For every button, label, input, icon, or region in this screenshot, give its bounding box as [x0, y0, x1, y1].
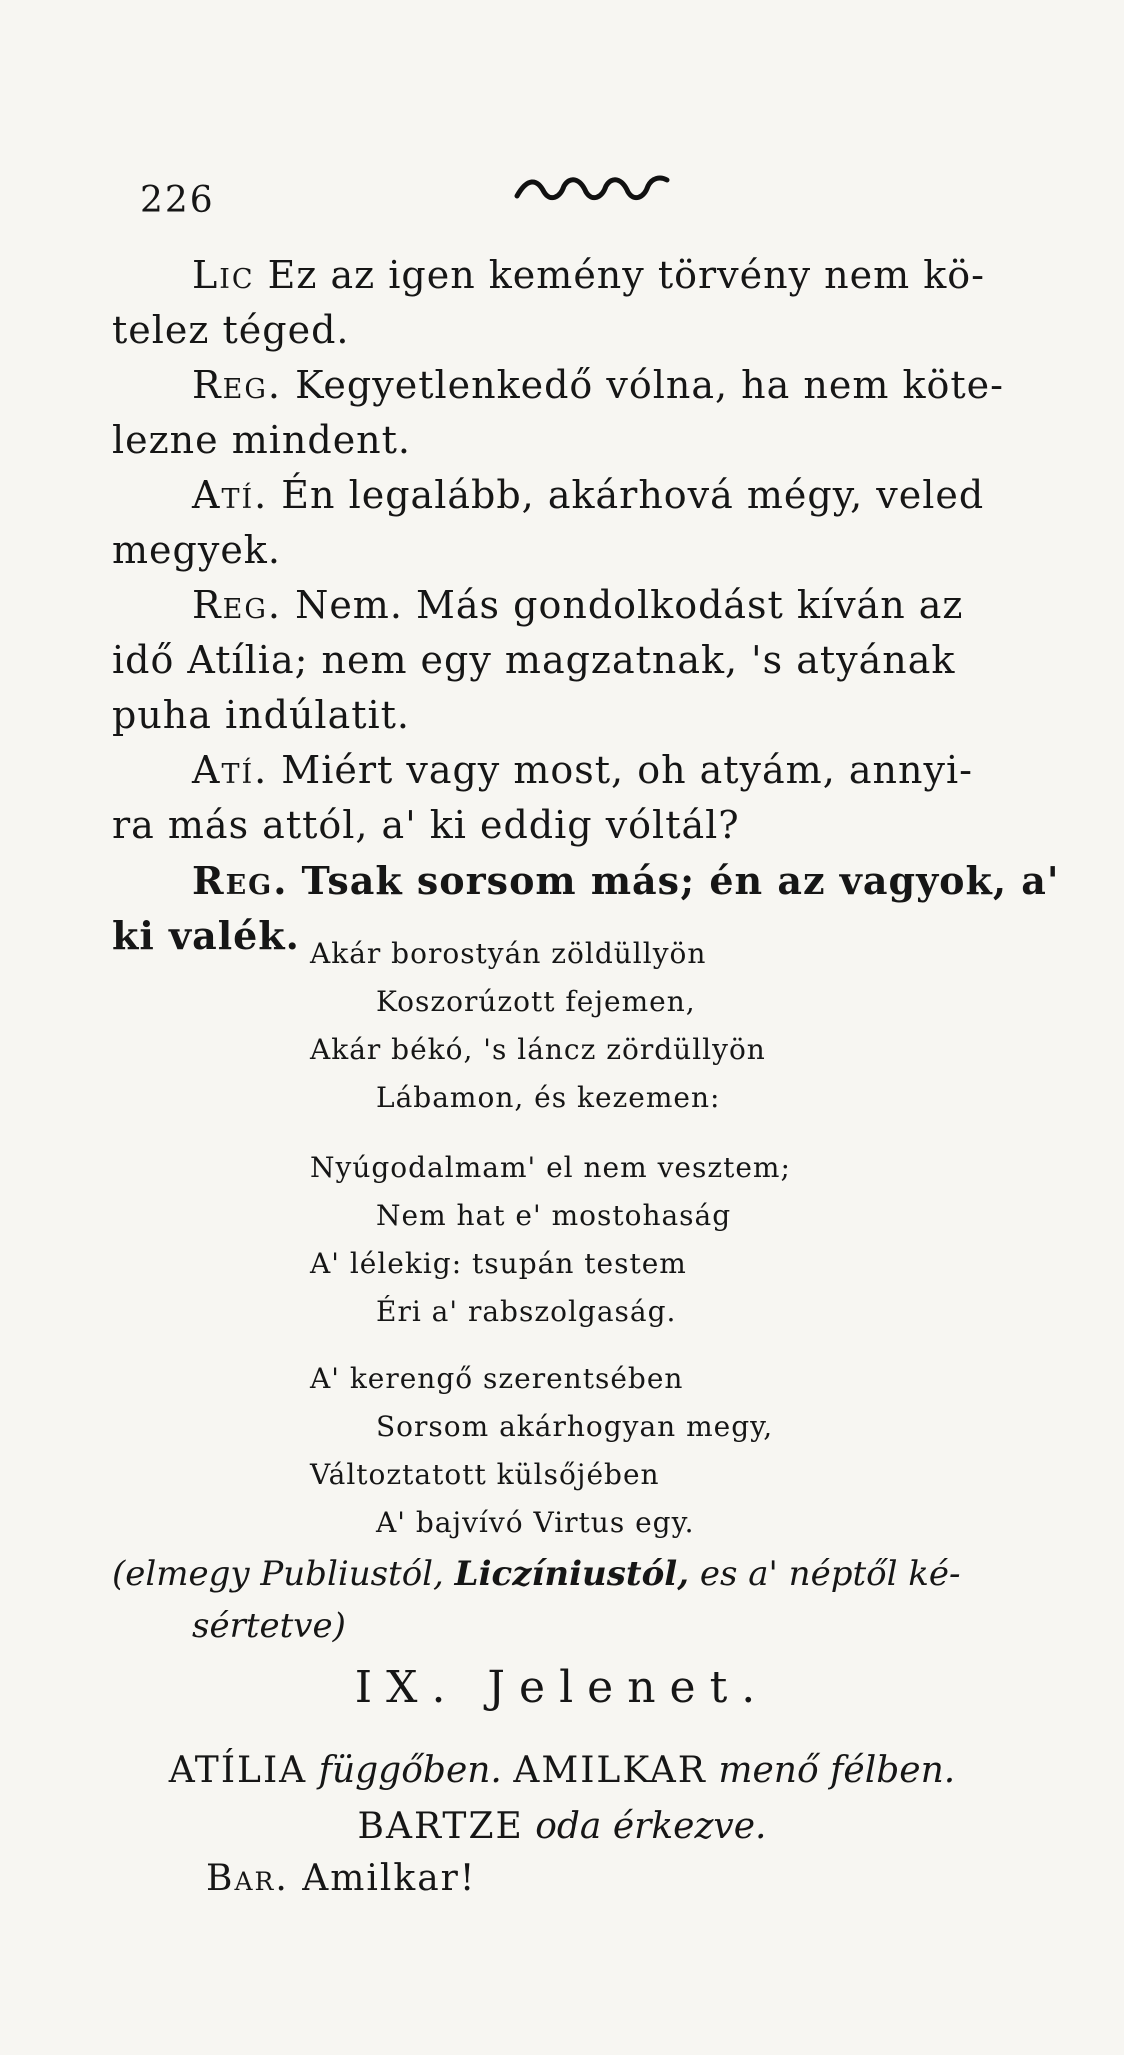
- verse-line: Nem hat e' mostohaság: [376, 1199, 732, 1232]
- dialogue-line: [112, 413, 1072, 468]
- line-text: puha indúlatit.: [112, 693, 411, 737]
- dialogue-line: [112, 853, 1072, 908]
- header-ornament: [512, 168, 672, 208]
- line-text: megyek.: [112, 528, 281, 572]
- verse-line: A' lélekig: tsupán testem: [310, 1247, 687, 1280]
- verse-line: Koszorúzott fejemen,: [376, 985, 696, 1018]
- line-text: lezne mindent.: [112, 418, 411, 462]
- verse-line: Változtatott külsőjében: [310, 1458, 660, 1491]
- dialogue-line: [112, 468, 1072, 523]
- line-text: Kegyetlenkedő vólna, ha nem köte-: [295, 363, 1004, 407]
- stage-text: es a' néptől ké-: [699, 1554, 961, 1594]
- dialogue-line: [206, 1852, 476, 1906]
- speaker-bar: Bar.: [206, 1858, 289, 1899]
- dialogue-line: [112, 523, 1072, 578]
- line-text: ki valék.: [112, 913, 300, 958]
- line-text: Miért vagy most, oh atyám, annyi-: [281, 748, 973, 792]
- dialogue-line: [112, 303, 1072, 358]
- speaker-ati: Atí.: [192, 473, 269, 517]
- scene-title: IX. Jelenet.: [354, 1662, 770, 1713]
- cast-line: [0, 1798, 1124, 1856]
- line-text: ra más attól, a' ki eddig vóltál?: [112, 803, 740, 847]
- stage-direction-line: [112, 1548, 1072, 1600]
- dialogue-line: [112, 688, 1072, 743]
- verse-line: Akár békó, 's láncz zördüllyön: [310, 1033, 766, 1066]
- line-text: telez téged.: [112, 308, 350, 352]
- speaker-lic: Lic: [192, 253, 255, 297]
- verse-line: A' kerengő szerentsében: [310, 1362, 684, 1395]
- character-name: BARTZE: [357, 1806, 524, 1847]
- dialogue-line: [112, 633, 1072, 688]
- verse-stanza-2: [310, 1144, 870, 1336]
- speaker-ati: Atí.: [192, 748, 269, 792]
- dialogue-line: [112, 743, 1072, 798]
- line-text: Amilkar!: [302, 1858, 477, 1899]
- dialogue-block: [112, 248, 1072, 963]
- verse-line: Akár borostyán zöldüllyön: [310, 937, 707, 970]
- page-number: 226: [140, 180, 215, 221]
- character-direction: menő félben.: [718, 1750, 956, 1791]
- verse-line: Éri a' rabszolgaság.: [376, 1295, 677, 1328]
- verse-line: Lábamon, és kezemen:: [376, 1081, 721, 1114]
- verse-line: A' bajvívó Virtus egy.: [376, 1506, 695, 1539]
- verse-stanza-3: [310, 1355, 870, 1547]
- speaker-reg: Reg.: [192, 583, 282, 627]
- speaker-reg: Reg.: [192, 858, 289, 903]
- character-name: AMILKAR: [513, 1750, 707, 1791]
- verse-line: Sorsom akárhogyan megy,: [376, 1410, 774, 1443]
- dialogue-line: [112, 248, 1072, 303]
- line-text: idő Atília; nem egy magzatnak, 's atyának: [112, 638, 956, 682]
- line-text: Tsak sorsom más; én az vagyok, a': [301, 858, 1060, 903]
- stage-text: (elmegy Publiustól,: [112, 1554, 444, 1594]
- character-direction: függőben.: [318, 1750, 502, 1791]
- dialogue-line: [112, 358, 1072, 413]
- line-text: Nem. Más gondolkodást kíván az: [295, 583, 964, 627]
- stage-text-bold: Liczíniustól,: [454, 1554, 690, 1594]
- cast-line: [0, 1742, 1124, 1800]
- dialogue-line: [112, 578, 1072, 633]
- stage-direction: [112, 1548, 1072, 1652]
- character-direction: oda érkezve.: [535, 1806, 767, 1847]
- character-name: ATÍLIA: [168, 1750, 308, 1791]
- dialogue-line: [112, 798, 1072, 853]
- verse-stanza-1: [310, 930, 870, 1122]
- line-text: Én legalább, akárhová mégy, veled: [281, 473, 985, 517]
- verse-line: Nyúgodalmam' el nem vesztem;: [310, 1151, 791, 1184]
- speaker-reg: Reg.: [192, 363, 282, 407]
- stage-direction-line: sértetve): [192, 1606, 346, 1646]
- line-text: Ez az igen kemény törvény nem kö-: [267, 253, 985, 297]
